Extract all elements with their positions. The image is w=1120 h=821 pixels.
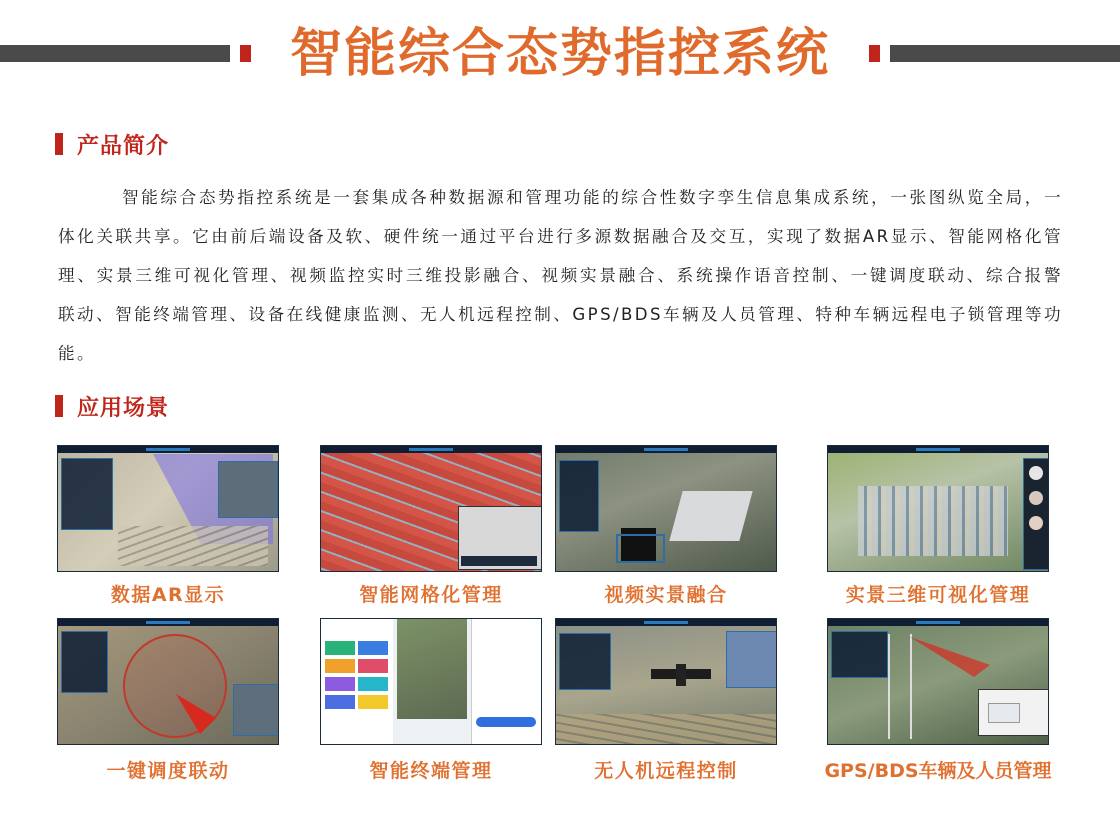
scene-thumbnail-ar-display: [57, 445, 279, 572]
header-square-left: [240, 45, 251, 62]
intro-heading: [55, 130, 169, 158]
page-title: 智能综合态势指控系统: [289, 24, 830, 84]
scene-caption: 一键调度联动: [106, 760, 230, 782]
heading-marker: [55, 133, 63, 155]
scene-thumbnail-grid-management: [320, 445, 542, 572]
scene-thumbnail-3d-visualization: [827, 445, 1049, 572]
scene-thumbnail-dispatch: [57, 618, 279, 745]
header-square-right: [869, 45, 880, 62]
heading-marker: [55, 395, 63, 417]
scene-caption: 实景三维可视化管理: [845, 584, 1031, 606]
scenes-heading-text: 应用场景: [77, 395, 170, 421]
header-bar-right: [890, 45, 1120, 62]
scene-thumbnail-terminal: [320, 618, 542, 745]
scenes-heading: [55, 392, 169, 420]
scene-caption: 无人机远程控制: [594, 760, 738, 782]
scene-thumbnail-video-fusion: [555, 445, 777, 572]
scene-thumbnail-uav: [555, 618, 777, 745]
intro-heading-text: 产品简介: [77, 133, 170, 159]
scene-caption: 智能终端管理: [369, 760, 493, 782]
scene-caption: GPS/BDS车辆及人员管理: [824, 760, 1052, 782]
scene-thumbnail-gps-bds: [827, 618, 1049, 745]
scene-caption: 智能网格化管理: [359, 584, 503, 606]
scene-caption: 数据AR显示: [110, 584, 226, 606]
intro-paragraph: 智能综合态势指控系统是一套集成各种数据源和管理功能的综合性数字孪生信息集成系统，一张图纵览全局，一体化关联共享。它由前后端设备及软、硬件统一通过平台进行多源数据融合及交互，实现了数据AR显示、智能网格化管理、实景三维可视化管理、视频监控实时三维投影融合、视频实景融合、系统操作语音控制、一键调度联动、综合报警联动、智能终端管理、设备在线健康监测、无人机远程控制、GPS/BDS车辆及人员管理、特种车辆远程电子锁管理等功能。: [58, 188, 1063, 363]
header-bar-left: [0, 45, 230, 62]
scene-caption: 视频实景融合: [604, 584, 728, 606]
